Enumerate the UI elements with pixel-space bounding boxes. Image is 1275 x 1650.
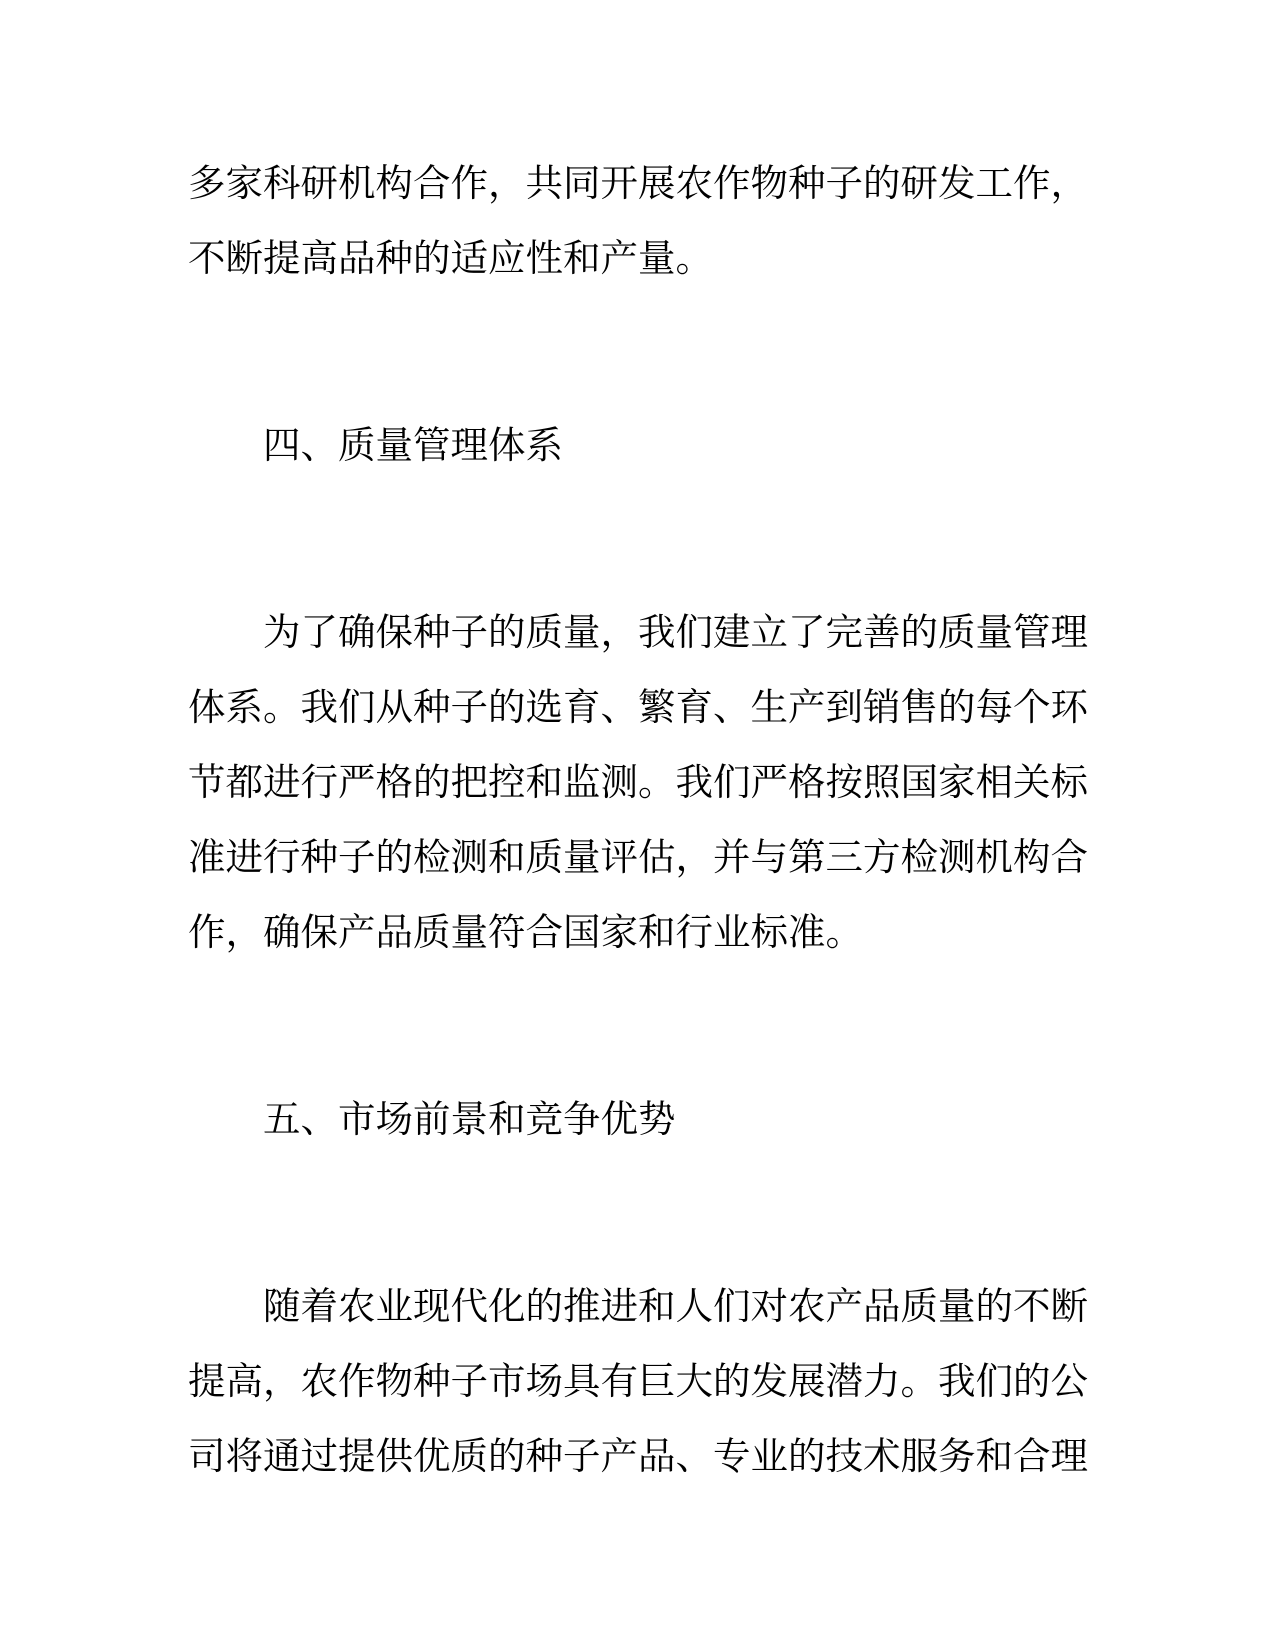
section-heading-4: 四、质量管理体系 (263, 424, 563, 466)
paragraph-continuation: 多家科研机构合作，共同开展农作物种子的研发工作，不断提高品种的适应性和产量。 (188, 162, 1088, 279)
paragraph-market-prospects: 随着农业现代化的推进和人们对农产品质量的不断提高，农作物种子市场具有巨大的发展潜力。我们的公司将通过提供优质的种子产品、专业的技术服务和合理 (188, 1285, 1088, 1477)
paragraph-quality-management: 为了确保种子的质量，我们建立了完善的质量管理体系。我们从种子的选育、繁育、生产到销售的每个环节都进行严格的把控和监测。我们严格按照国家相关标准进行种子的检测和质量评估，并与第三方检测机构合作，确保产品质量符合国家和行业标准。 (188, 611, 1088, 953)
section-heading-5: 五、市场前景和竞争优势 (263, 1098, 676, 1140)
